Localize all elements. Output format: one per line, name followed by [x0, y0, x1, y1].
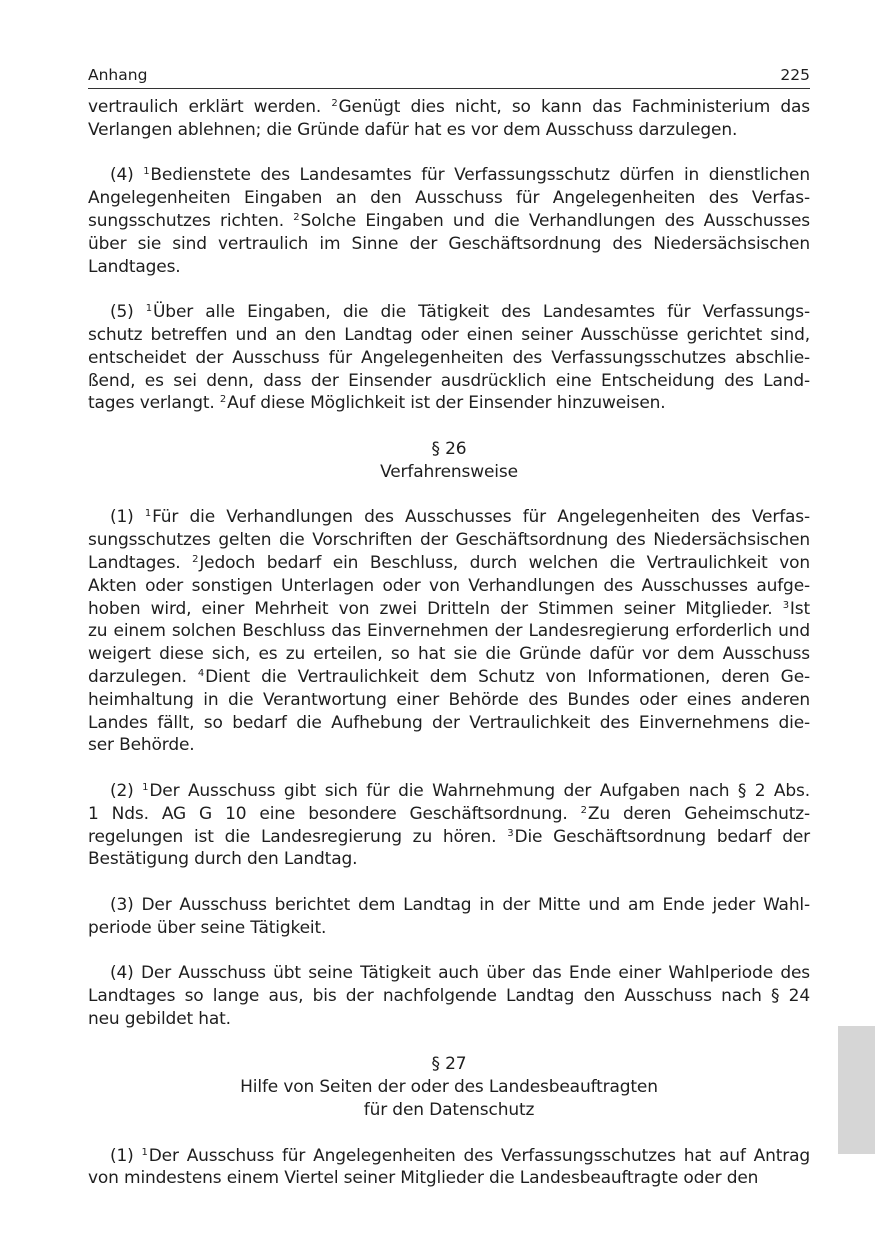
text-run: Der Ausschuss für Angelegenheiten des Verfassungsschutzes hat auf Antrag [148, 1145, 810, 1166]
text-line [88, 712, 810, 735]
paragraph [88, 1145, 810, 1191]
text-line [88, 643, 810, 666]
text-run: regelungen ist die Landesregierung zu hören. [88, 826, 508, 847]
sentence-number: 2 [331, 98, 338, 109]
paragraph [88, 506, 810, 757]
text-run: Der Ausschuss gibt sich für die Wahrnehmung der Aufgaben nach § 2 Abs. [149, 780, 810, 801]
text-line [88, 734, 810, 757]
section-heading [88, 438, 810, 484]
text-run: schutz betreffen und an den Landtag oder einen seiner Ausschüsse gerichtet sind, [88, 324, 810, 345]
paragraph [88, 301, 810, 415]
text-run: tages verlangt. [88, 393, 220, 414]
text-line [88, 210, 810, 233]
header-section-title: Anhang [88, 66, 148, 84]
text-line [88, 1008, 810, 1031]
text-run: heimhaltung in die Verantwortung einer Behörde des Bundes oder eines anderen [88, 689, 810, 710]
text-run: weigert diese sich, es zu erteilen, so hat sie die Gründe dafür vor dem Ausschuss [88, 644, 810, 665]
sentence-number: 3 [782, 599, 789, 611]
text-run: sungsschutzes gelten die Vorschriften der Geschäftsordnung des Niedersächsischen [88, 530, 810, 551]
text-run: (1) [110, 507, 145, 528]
text-line [88, 620, 810, 643]
text-line [88, 689, 810, 712]
text-line [88, 1145, 810, 1168]
text-run: sungsschutzes richten. [88, 210, 294, 231]
text-run: Genügt dies nicht, so kann das Fachministerium das [338, 97, 810, 117]
text-run: Solche Eingaben und die Verhandlungen des Ausschusses [300, 210, 810, 231]
paragraph [88, 96, 810, 142]
text-run: (2) [110, 780, 143, 801]
text-line [88, 187, 810, 210]
text-line [88, 826, 810, 849]
paragraph [88, 894, 810, 940]
text-line [88, 529, 810, 552]
text-run: Verlangen ablehnen; die Gründe dafür hat es vor dem Ausschuss darzulegen. [88, 119, 738, 140]
sentence-number: 1 [141, 1146, 148, 1158]
text-line [88, 985, 810, 1008]
text-run: periode über seine Tätigkeit. [88, 917, 327, 938]
sentence-number: 2 [293, 211, 300, 223]
text-run: Jedoch bedarf ein Beschluss, durch welchen die Vertraulichkeit von [199, 552, 810, 573]
text-run: ßend, es sei denn, dass der Einsender ausdrücklich eine Entscheidung des Land- [88, 370, 810, 391]
text-line [88, 552, 810, 575]
sentence-number: 2 [219, 394, 227, 406]
text-line [88, 666, 810, 689]
paragraph-spacer [88, 415, 810, 438]
text-line [88, 1167, 810, 1190]
text-run: Die Geschäftsordnung bedarf der [514, 826, 810, 847]
document-body [88, 96, 810, 1190]
text-line [88, 848, 810, 871]
text-line [88, 598, 810, 621]
text-run: ser Behörde. [88, 735, 195, 756]
text-run: Landes fällt, so bedarf die Aufhebung der Vertraulichkeit des Einvernehmens die- [88, 712, 810, 733]
paragraph-spacer [88, 1031, 810, 1054]
sentence-number: 3 [507, 827, 514, 839]
paragraph-spacer [88, 484, 810, 507]
text-line [88, 506, 810, 529]
text-run: Über alle Eingaben, die die Tätigkeit des Landesamtes für Verfassungs- [153, 302, 810, 323]
text-line [88, 894, 810, 917]
text-line [88, 392, 810, 415]
text-run: Für die Verhandlungen des Ausschusses für Angelegenheiten des Verfas- [152, 507, 810, 528]
text-line [88, 96, 810, 119]
paragraph [88, 962, 810, 1030]
text-line [88, 301, 810, 324]
text-run: (5) [110, 302, 146, 323]
section-heading [88, 1053, 810, 1121]
text-run: über sie sind vertraulich im Sinne der Geschäftsordnung des Niedersächsischen [88, 233, 810, 254]
text-line [88, 575, 810, 598]
text-run: Dient die Vertraulichkeit dem Schutz von Informationen, deren Ge- [205, 666, 810, 687]
sentence-number: 1 [143, 166, 150, 178]
paragraph-spacer [88, 939, 810, 962]
text-line [88, 917, 810, 940]
heading-line: Hilfe von Seiten der oder des Landesbeauftragten [240, 1077, 658, 1098]
text-line [88, 256, 810, 279]
text-run: Bedienstete des Landesamtes für Verfassungsschutz dürfen in dienstlichen [150, 165, 810, 186]
text-run: Akten oder sonstigen Unterlagen oder von Verhandlungen des Ausschusses aufge- [88, 575, 810, 596]
text-line [88, 164, 810, 187]
sentence-number: 2 [580, 804, 587, 816]
text-line [88, 370, 810, 393]
sentence-number: 4 [197, 667, 205, 679]
running-header [88, 66, 810, 89]
text-run: zu einem solchen Beschluss das Einvernehmen der Landesregierung erforderlich und [88, 621, 810, 642]
heading-line: § 26 [431, 438, 467, 459]
text-run: entscheidet der Ausschuss für Angelegenheiten des Verfassungsschutzes abschlie- [88, 347, 810, 368]
text-run: Landtages. [88, 552, 193, 573]
text-run: Angelegenheiten Eingaben an den Ausschuss für Angelegenheiten des Verfas- [88, 188, 810, 209]
text-line [88, 803, 810, 826]
paragraph-spacer [88, 757, 810, 780]
text-line [88, 233, 810, 256]
text-run: darzulegen. [88, 666, 198, 687]
heading-line: Verfahrensweise [380, 461, 518, 482]
text-run: Auf diese Möglichkeit ist der Einsender hinzuweisen. [227, 393, 666, 414]
text-run: Bestätigung durch den Landtag. [88, 849, 358, 870]
text-line [88, 119, 810, 142]
paragraph [88, 164, 810, 278]
sentence-number: 1 [142, 781, 149, 793]
paragraph-spacer [88, 1122, 810, 1145]
text-run: (1) [110, 1145, 142, 1166]
text-line [88, 324, 810, 347]
text-run: Ist [789, 598, 810, 619]
text-line [88, 962, 810, 985]
text-run: von mindestens einem Viertel seiner Mitglieder die Landesbeauftragte oder den [88, 1168, 759, 1189]
text-run: (3) Der Ausschuss berichtet dem Landtag in der Mitte und am Ende jeder Wahl- [110, 894, 810, 915]
page-number: 225 [780, 66, 810, 84]
paragraph-spacer [88, 871, 810, 894]
sentence-number: 1 [144, 508, 152, 520]
text-run: (4) Der Ausschuss übt seine Tätigkeit auch über das Ende einer Wahlperiode des [110, 963, 810, 984]
text-line [88, 780, 810, 803]
text-run: vertraulich erklärt werden. [88, 97, 332, 117]
heading-line: für den Datenschutz [363, 1100, 535, 1121]
text-run: neu gebildet hat. [88, 1008, 231, 1029]
text-line [88, 347, 810, 370]
text-run: Landtages. [88, 256, 181, 277]
sentence-number: 1 [145, 303, 153, 315]
sentence-number: 2 [192, 553, 199, 565]
text-run: Zu deren Geheimschutz- [587, 803, 810, 824]
text-run: Landtages so lange aus, bis der nachfolgende Landtag den Ausschuss nach § 24 [88, 986, 810, 1007]
text-run: 1 Nds. AG G 10 eine besondere Geschäftsordnung. [88, 803, 581, 824]
paragraph-spacer [88, 142, 810, 165]
text-run: hoben wird, einer Mehrheit von zwei Dritteln der Stimmen seiner Mitglieder. [88, 598, 783, 619]
text-run: (4) [110, 165, 144, 186]
heading-line: § 27 [431, 1054, 467, 1075]
paragraph-spacer [88, 278, 810, 301]
paragraph [88, 780, 810, 871]
thumb-index-tab [838, 1026, 875, 1154]
